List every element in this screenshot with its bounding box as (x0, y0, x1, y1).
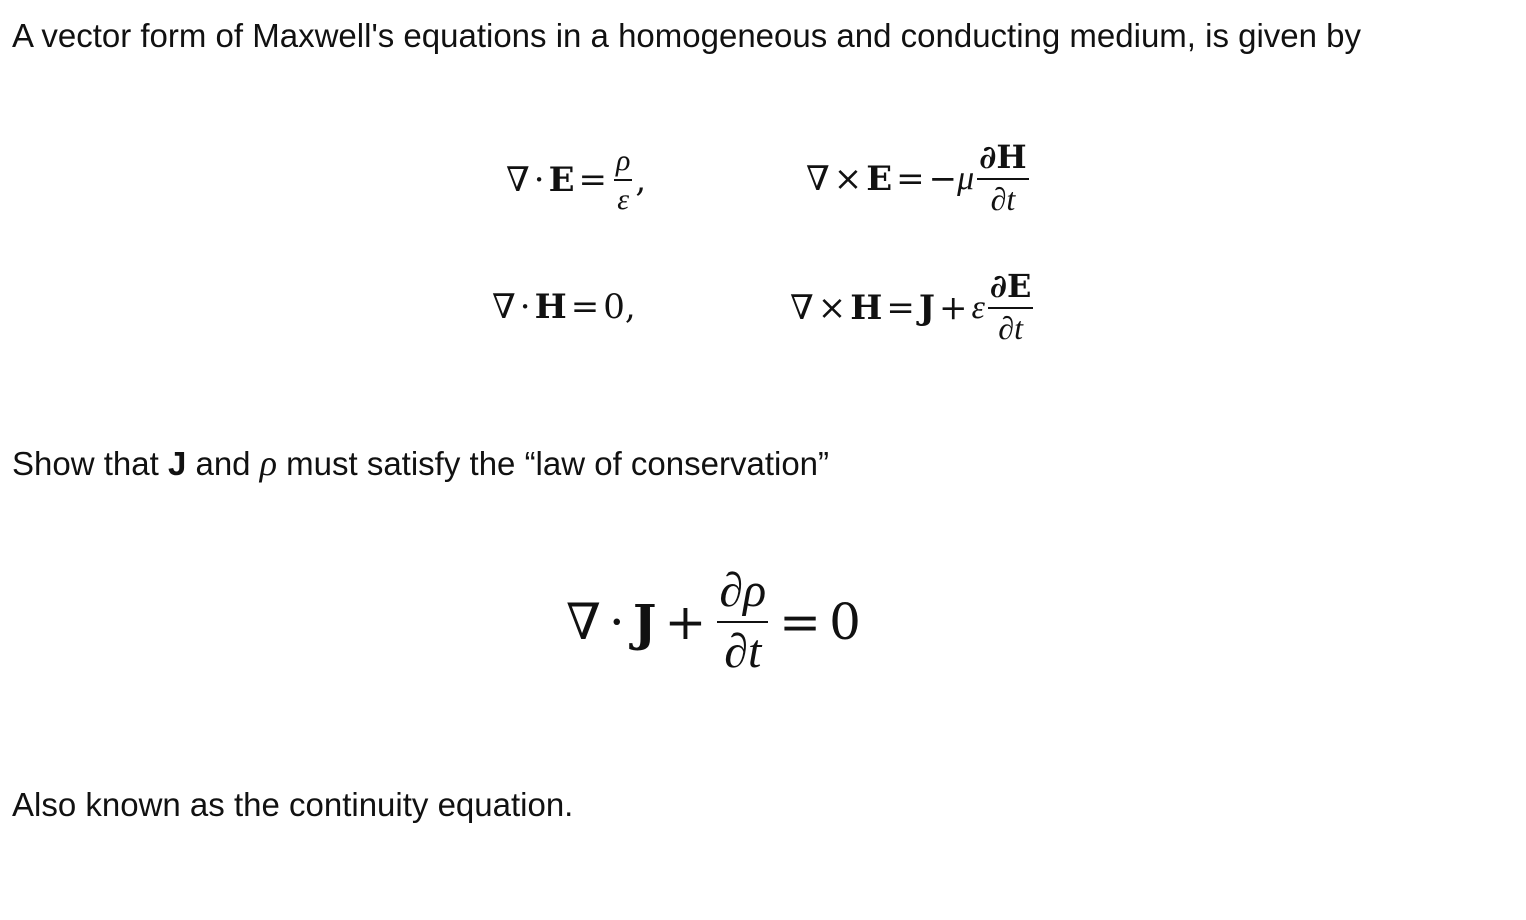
comma: , (635, 160, 647, 200)
fraction-bar (717, 621, 768, 624)
plus-sign: + (664, 593, 707, 651)
permeability-symbol: μ (957, 160, 975, 197)
equals-sign: = (578, 160, 607, 200)
fraction-numerator: ∂E (989, 267, 1032, 306)
charge-over-permittivity-fraction (614, 145, 632, 216)
nabla-symbol: ∇ (790, 288, 814, 328)
equals-sign: = (886, 288, 915, 328)
cross-operator: × (817, 288, 847, 328)
dH-dt-fraction (977, 138, 1028, 217)
current-density-symbol: J (918, 288, 935, 328)
zero-value: 0, (603, 287, 636, 327)
show-suffix: must satisfy the “law of conservation” (276, 445, 830, 482)
drho-dt-fraction (717, 566, 768, 677)
gauss-magnetism-equation (492, 282, 636, 332)
dE-dt-fraction (988, 267, 1033, 346)
nabla-symbol: ∇ (806, 159, 830, 199)
fraction-denominator: ∂t (724, 625, 762, 679)
fraction-numerator: ρ (615, 143, 631, 177)
outro-text: Also known as the continuity equation. (12, 786, 574, 823)
magnetic-field-symbol: H (534, 287, 567, 327)
zero-value: 0 (829, 593, 861, 651)
fraction-numerator: ∂ρ (719, 564, 767, 618)
equals-sign: = (896, 159, 925, 199)
fraction-bar (988, 307, 1033, 309)
show-that-text (12, 443, 829, 484)
fraction-numerator: ∂H (979, 138, 1027, 177)
continuity-equation (566, 556, 861, 688)
intro-text: A vector form of Maxwell's equations in a homogeneous and conducting medium, is given by (12, 17, 1362, 54)
electric-field-symbol: E (548, 160, 575, 200)
dot-operator: · (608, 593, 625, 651)
nabla-symbol: ∇ (492, 287, 516, 327)
minus-sign: − (928, 159, 958, 199)
ampere-maxwell-equation (790, 264, 1036, 352)
equals-sign: = (570, 287, 600, 327)
cross-operator: × (833, 159, 863, 199)
current-density-label: J (167, 445, 187, 482)
dot-operator: · (519, 287, 531, 327)
electric-field-symbol: E (866, 159, 893, 199)
fraction-bar (977, 178, 1028, 180)
fraction-denominator: ∂t (990, 181, 1016, 217)
nabla-symbol: ∇ (566, 593, 601, 651)
nabla-symbol: ∇ (506, 160, 530, 200)
permittivity-symbol: ε (971, 289, 985, 326)
fraction-denominator: ∂t (998, 310, 1023, 346)
show-prefix: Show that (12, 445, 168, 482)
show-mid: and (186, 445, 260, 482)
dot-operator: · (533, 160, 545, 200)
equals-sign: = (779, 593, 822, 651)
current-density-symbol: J (632, 592, 657, 652)
charge-density-label: ρ (259, 443, 277, 483)
faraday-law-equation (806, 134, 1032, 224)
fraction-denominator: ε (617, 183, 630, 216)
plus-sign: + (938, 288, 968, 328)
gauss-law-equation (506, 140, 646, 220)
fraction-bar (614, 179, 632, 181)
magnetic-field-symbol: H (850, 288, 883, 328)
